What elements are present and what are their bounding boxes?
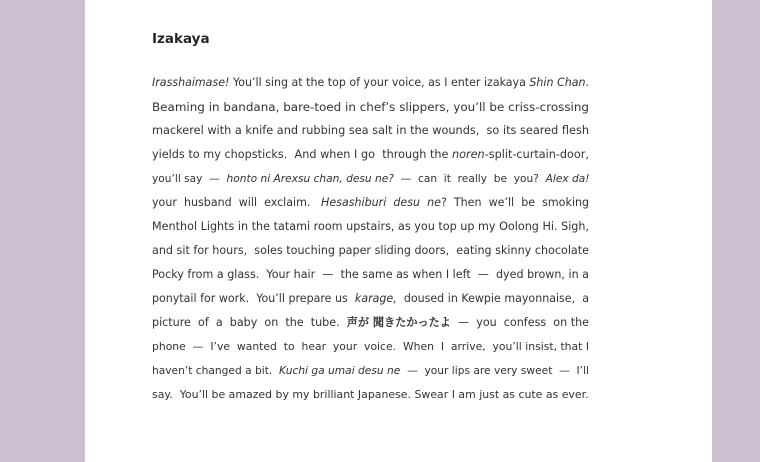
italic-phrase: karage, [354,292,397,305]
line-text: phone — I’ve wanted to hear your voice. When I arrive, you’ll insist, that I [152,340,589,353]
poem-line [152,359,589,383]
line-text: yields to my chopsticks. And when I go through the [152,148,453,161]
italic-phrase: Irasshaimase! [152,76,230,89]
poem-line [152,263,589,287]
line-text: — can it really be you? [393,172,546,185]
poem-line [152,383,589,407]
poem-body [152,71,589,407]
poem-line [152,311,589,335]
line-text: doused in Kewpie mayonnaise, a [396,292,589,305]
italic-phrase: Kuchi ga umai desu ne [279,364,401,377]
line-text: Beaming in bandana, bare-toed in chef’s slippers, you’ll be criss-crossing [152,100,589,114]
italic-phrase: noren [452,148,485,161]
poem-line [152,191,589,215]
poem-line [152,287,589,311]
italic-phrase: honto ni Arexsu chan, desu ne? [226,172,394,185]
poem-title: Izakaya [152,31,210,47]
line-text: haven’t changed a bit. [152,364,280,377]
line-text: -split-curtain-door, [484,148,589,161]
line-text: — your lips are very sweet — I’ll [400,364,589,377]
line-text: you’ll say — [152,172,227,185]
poem-line [152,239,589,263]
line-text: — you confess on the [450,316,589,329]
poem-line [152,335,589,359]
japanese-phrase: 声が 聞きたかったよ [346,316,451,329]
poem-line [152,95,589,119]
line-text: say. You’ll be amazed by my brilliant Japanese. Swear I am just as cute as ever. [152,388,589,401]
poem-line [152,215,589,239]
line-text: ponytail for work. You’ll prepare us [152,292,355,305]
line-text: Menthol Lights in the tatami room upstairs, as you top up my Oolong Hi. Sigh, [152,220,590,233]
line-text: . [585,76,589,89]
page-content [85,0,712,462]
italic-phrase: Alex da! [545,172,590,185]
poem-line [152,143,589,167]
line-text: picture of a baby on the tube. [152,316,347,329]
poem-line [152,71,589,95]
line-text: and sit for hours, soles touching paper sliding doors, eating skinny chocolate [152,244,589,257]
poem-line [152,167,589,191]
italic-phrase: Hesashiburi desu ne [321,196,441,209]
line-text: mackerel with a knife and rubbing sea salt in the wounds, so its seared flesh [152,124,589,137]
line-text: your husband will exclaim. [152,196,322,209]
line-text: Pocky from a glass. Your hair — the same as when I left — dyed brown, in a [152,268,589,281]
poem-line [152,119,589,143]
line-text: ? Then we’ll be smoking [440,196,590,209]
italic-phrase: Shin Chan [529,76,586,89]
line-text: You’ll sing at the top of your voice, as I enter izakaya [229,76,530,89]
